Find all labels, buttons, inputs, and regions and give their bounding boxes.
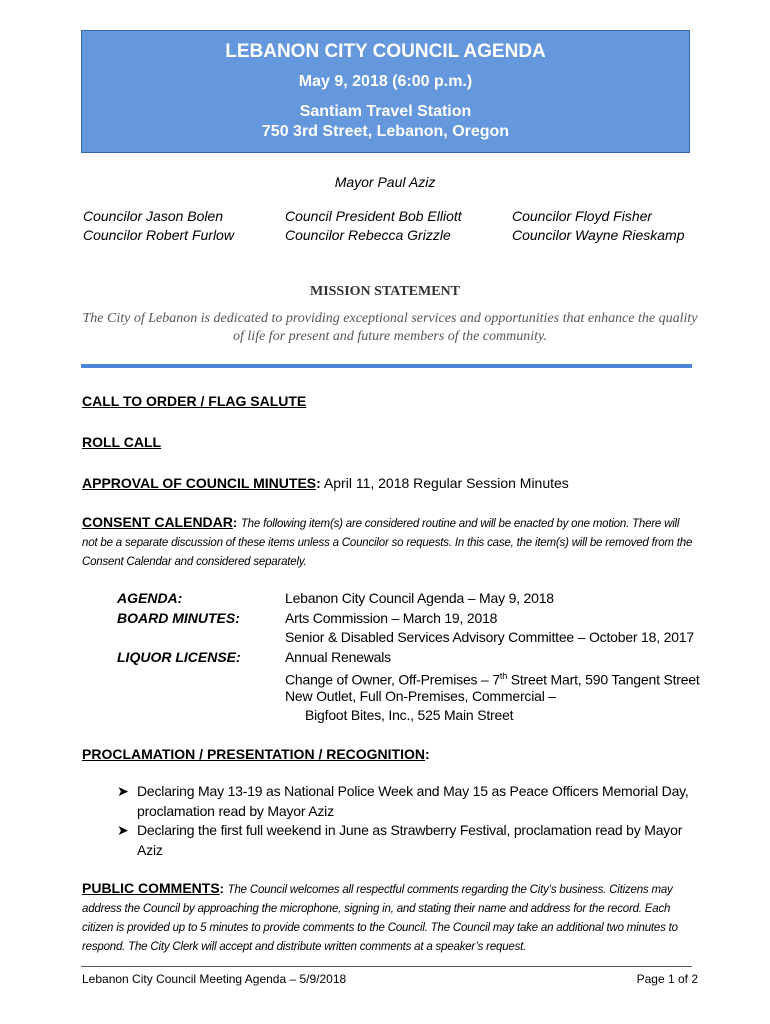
- board-minutes-value: Senior & Disabled Services Advisory Committee – October 18, 2017: [285, 629, 694, 645]
- agenda-title: LEBANON CITY COUNCIL AGENDA: [225, 41, 546, 62]
- footer-document-title: Lebanon City Council Meeting Agenda – 5/9/2018: [82, 972, 347, 986]
- section-divider: [81, 364, 692, 368]
- councilor-name: Councilor Robert Furlow: [83, 227, 234, 243]
- footer-divider: [81, 966, 692, 967]
- councilor-name: Councilor Rebecca Grizzle: [285, 227, 451, 243]
- roll-call-heading: [82, 434, 161, 450]
- mission-statement-title: MISSION STATEMENT: [309, 284, 460, 299]
- meeting-venue: Santiam Travel Station: [299, 103, 472, 120]
- heading-text: ROLL CALL: [82, 434, 162, 450]
- proclamation-heading: PROCLAMATION / PRESENTATION / RECOGNITION:: [82, 746, 430, 762]
- call-to-order-heading: [82, 393, 306, 409]
- agenda-label: AGENDA:: [117, 590, 183, 606]
- liquor-text: Street Mart, 590 Tangent Street: [507, 671, 700, 688]
- councilor-column-2: [285, 207, 462, 245]
- councilor-name: Councilor Wayne Rieskamp: [512, 227, 685, 243]
- liquor-license-label: LIQUOR LICENSE:: [117, 648, 241, 665]
- councilor-name: Councilor Jason Bolen: [83, 208, 224, 224]
- councilor-column-3: [512, 207, 684, 245]
- approval-minutes-text: April 11, 2018 Regular Session Minutes: [323, 475, 569, 491]
- mission-statement-text: The City of Lebanon is dedicated to providing exceptional services and opportunities that enhance the quality of life for present and future members of the community.: [82, 311, 698, 344]
- heading-text: CONSENT CALENDAR: [82, 514, 233, 530]
- heading-text: PUBLIC COMMENTS: [82, 880, 220, 896]
- councilor-name: Council President Bob Elliott: [285, 208, 462, 224]
- liquor-text: Change of Owner, Off-Premises – 7: [285, 671, 500, 688]
- arrow-bullet-icon: ➤: [117, 822, 129, 838]
- councilor-column-1: [83, 207, 234, 245]
- board-minutes-value: Arts Commission – March 19, 2018: [285, 609, 498, 626]
- approval-minutes-section: APPROVAL OF COUNCIL MINUTES: April 11, 2018 Regular Session Minutes: [82, 475, 569, 491]
- superscript: th: [499, 671, 508, 681]
- agenda-header-banner: [81, 30, 690, 153]
- proclamation-text: Declaring May 13-19 as National Police Week and May 15 as Peace Officers Memorial Day, proclamation read by Mayor Aziz: [137, 783, 689, 819]
- arrow-bullet-icon: ➤: [117, 783, 129, 799]
- consent-calendar-text: The following item(s) are considered routine and will be enacted by one motion. There will not be a separate discussion of these items unless a Councilor so requests. In this case, the item(s) will be removed from the Consent Calendar and considered separately.: [82, 518, 693, 568]
- public-comments-text: The Council welcomes all respectful comments regarding the City’s business. Citizens may address the Council by approaching the microphone, signing in, and stating their name and address for the record. Each citizen is provided up to 5 minutes to provide comments to the Council. The Council may take an additional two minutes to respond. The City Clerk will accept and distribute written comments at a speaker’s request.: [82, 884, 678, 953]
- meeting-address: 750 3rd Street, Lebanon, Oregon: [261, 123, 510, 140]
- list-item: [117, 821, 697, 860]
- public-comments-section: PUBLIC COMMENTS: The Council welcomes all respectful comments regarding the City’s business. Citizens may address the Council by approaching the microphone, signing in, and stating their name and address for the record. Each citizen is provided up to 5 minutes to provide comments to the Council. The Council may take an additional two minutes to respond. The City Clerk will accept and distribute written comments at a speaker’s request.: [82, 880, 678, 953]
- liquor-license-value: New Outlet, Full On-Premises, Commercial –: [285, 687, 556, 704]
- liquor-license-value: Bigfoot Bites, Inc., 525 Main Street: [305, 707, 514, 723]
- page-number: Page 1 of 2: [636, 972, 698, 986]
- mayor-name: Mayor Paul Aziz: [334, 174, 436, 190]
- agenda-value: Lebanon City Council Agenda – May 9, 2018: [285, 590, 554, 606]
- meeting-date: May 9, 2018 (6:00 p.m.): [298, 73, 473, 90]
- list-item: [117, 782, 697, 821]
- councilor-name: Councilor Floyd Fisher: [512, 208, 653, 224]
- proclamation-text: Declaring the first full weekend in June as Strawberry Festival, proclamation read by Mayor Aziz: [137, 822, 683, 858]
- proclamation-list: [117, 782, 697, 860]
- heading-text: PROCLAMATION / PRESENTATION / RECOGNITION: [82, 746, 425, 762]
- liquor-license-value: Annual Renewals: [285, 648, 391, 665]
- heading-text: APPROVAL OF COUNCIL MINUTES: [82, 475, 317, 491]
- consent-calendar-section: CONSENT CALENDAR: The following item(s) are considered routine and will be enacted by one motion. There will not be a separate discussion of these items unless a Councilor so requests. In this case, the item(s) will be removed from the Consent Calendar and considered separately.: [82, 514, 693, 568]
- board-minutes-label: BOARD MINUTES:: [117, 609, 240, 626]
- heading-text: CALL TO ORDER / FLAG SALUTE: [82, 393, 307, 409]
